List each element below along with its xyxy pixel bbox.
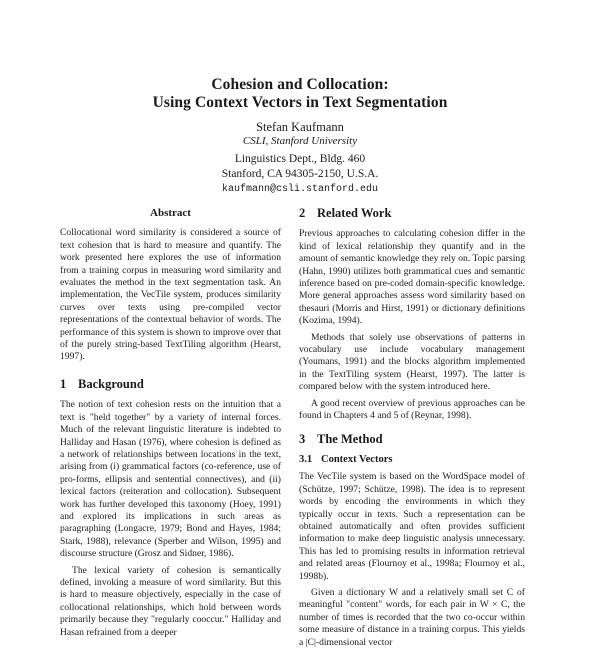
right-column	[299, 207, 525, 653]
section-2-paragraph-3: A good recent overview of previous approaches can be found in Chapters 4 and 5 of (Reynar, 1998).	[299, 397, 525, 422]
abstract-heading: Abstract	[150, 207, 191, 219]
abstract-text: Collocational word similarity is considered a source of text cohesion that is hard to measure and quantify. The work presented here explores the use of information from a training corpus in measuring word similarity and evaluates the method in the text segmentation task. An implementation, the VecTile system, produces similarity curves over texts using pre-compiled vector representations of the contextual behavior of words. The performance of this system is shown to improve over that of the purely string-based TextTiling algorithm (Hearst, 1997).	[60, 227, 281, 363]
section-2-paragraph-1: Previous approaches to calculating cohesion differ in the kind of lexical relationship they quantify and in the amount of semantic knowledge they rely on. Topic parsing (Hahn, 1990) utilizes both grammatical cues and semantic inference based on pre-coded domain-specific knowledge. More general approaches assess word similarity based on thesauri (Morris and Hirst, 1991) or dictionary definitions (Kozima, 1994).	[299, 228, 525, 327]
author-name: Stefan Kaufmann	[256, 120, 344, 134]
section-1-heading	[60, 378, 281, 390]
section-1-paragraph-2: The lexical variety of cohesion is semantically defined, invoking a measure of word similarity. But this is hard to measure objectively, especially in the case of collocational relationships, which hold between words primarily because they "regularly cooccur." Halliday and Hasan refrained from a deeper	[60, 564, 281, 638]
address-block	[0, 152, 600, 197]
section-2-number: 2	[299, 206, 306, 220]
author-block	[0, 120, 600, 148]
section-1-number: 1	[60, 376, 67, 391]
section-3-heading	[299, 433, 525, 445]
section-1-paragraph-1: The notion of text cohesion rests on the intuition that a text is "held together" by a variety of internal forces. Much of the relevant linguistic literature is indebted to Halliday and Hasan (1976), where cohesion is defined as a network of relationships between locations in the text, arising from (i) grammatical factors (co-reference, use of pro-forms, ellipsis and sentential connectives), and (ii) lexical factors (reiteration and collocation). Subsequent work has further developed this taxonomy (Hoey, 1991) and explored its implications in such areas as paragraphing (Longacre, 1979; Bond and Hayes, 1984; Stark, 1988), relevance (Sperber and Wilson, 1995) and discourse structure (Grosz and Sidner, 1986).	[60, 399, 281, 560]
address-line-2: Stanford, CA 94305-2150, U.S.A.	[221, 168, 379, 180]
subsection-3-1-number: 3.1	[299, 453, 313, 465]
left-column	[60, 207, 281, 643]
title-line-2: Using Context Vectors in Text Segmentation	[152, 94, 448, 111]
section-2-paragraph-2: Methods that solely use observations of patterns in vocabulary use include vocabulary management (Youmans, 1991) and the blocks algorithm implemented in the TextTiling system (Hearst, 1997). The latter is compared below with the system introduced here.	[299, 331, 525, 393]
section-3-paragraph-2: Given a dictionary W and a relatively small set C of meaningful "content" words, for each pair in W × C, the number of times is recorded that the two co-occur within some measure of distance in a training corpus. This yields a |C|-dimensional vector	[299, 586, 525, 648]
address-line-1: Linguistics Dept., Bldg. 460	[234, 153, 366, 165]
title-line-1: Cohesion and Collocation:	[211, 76, 389, 93]
section-3-title: The Method	[317, 431, 383, 446]
paper-title	[0, 76, 600, 112]
author-email: kaufmann@csli.stanford.edu	[221, 184, 379, 195]
section-1-title: Background	[78, 376, 144, 391]
author-affiliation: CSLI, Stanford University	[242, 135, 358, 147]
section-2-title: Related Work	[317, 206, 392, 220]
subsection-3-1-heading	[299, 454, 525, 466]
section-3-paragraph-1: The VecTile system is based on the WordSpace model of (Schütze, 1997; Schütze, 1998). The idea is to represent words by encoding the environments in which they typically occur in texts. Such a representation can be obtained automatically and often provides sufficient information to make deep linguistic analysis unnecessary. This has led to promising results in information retrieval and related areas (Flournoy et al., 1998a; Flournoy et al., 1998b).	[299, 471, 525, 582]
section-2-heading	[299, 207, 525, 219]
subsection-3-1-title: Context Vectors	[321, 453, 393, 465]
section-3-number: 3	[299, 431, 306, 446]
